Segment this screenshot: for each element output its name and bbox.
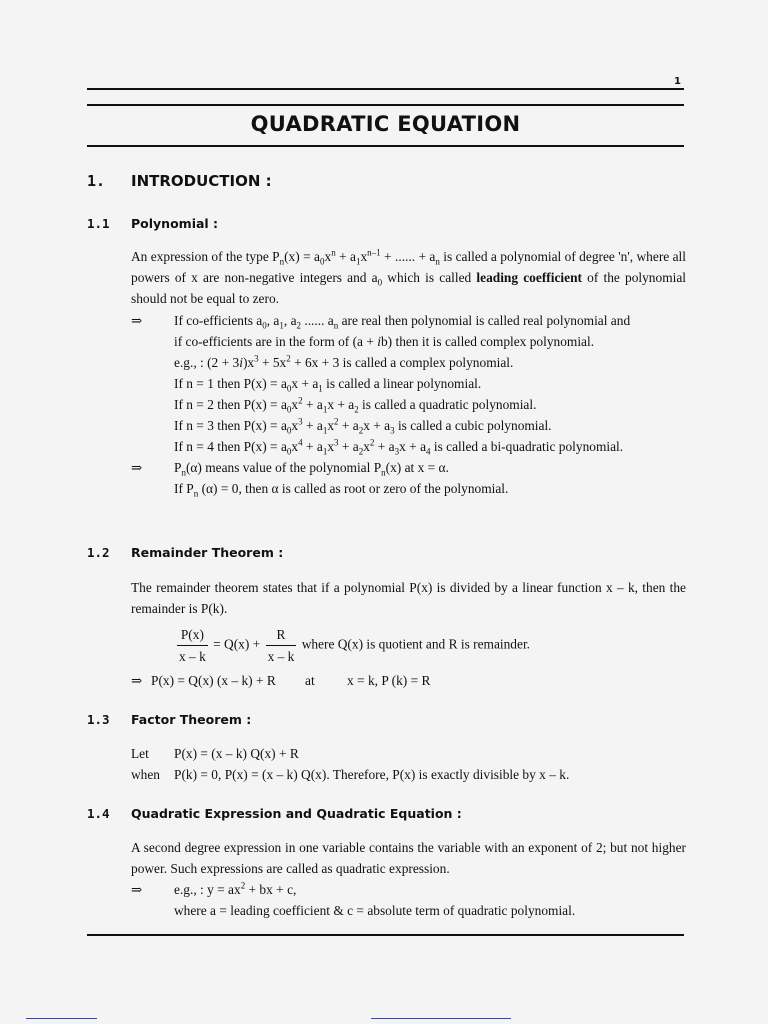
note-value-at-alpha: $P_n(\alpha)$ means value of the polynomial $P_n(x)$ at x = α. xyxy=(174,460,449,478)
section-1-3-number: 1.3 xyxy=(87,712,110,727)
section-1-4-title: Quadratic Expression and Quadratic Equation : xyxy=(131,806,462,821)
footer-rule xyxy=(87,934,684,936)
note-complex-poly: if co-efficients are in the form of (a + ib) then it is called complex polynomial. xyxy=(174,334,595,349)
when-equation: P(k) = 0, P(x) = (x – k) Q(x). Therefore, P(x) is exactly divisible by x – k. xyxy=(174,767,570,782)
section-1-3-title: Factor Theorem : xyxy=(131,712,252,727)
section-1-number: 1. xyxy=(87,172,106,190)
quadratic-example: e.g., : $y = ax^2$ + bx + c, xyxy=(174,880,297,897)
note-linear: If n = 1 then $P(x) = a_0x + a_1$ is called a linear polynomial. xyxy=(174,376,482,394)
fraction-r-over-xk: $\frac{R}{x - k}$ xyxy=(266,624,297,667)
note-root: If $P_n$ (α) = 0, then α is called as root or zero of the polynomial. xyxy=(174,481,509,499)
polynomial-definition: An expression of the type $P_n(x) = a_0x^n + a_1x^{n-1}$ + ...... + $a_n$ is called a polynomial of degree 'n', where all powers of x are non-negative integers and $a_0$ which is called leading coefficient of the polynomial should not be equal to zero. xyxy=(131,247,686,306)
fraction-px-over-xk: $\frac{P(x)}{x - k}$ xyxy=(177,624,208,667)
page-title: QUADRATIC EQUATION xyxy=(250,112,521,136)
note-cubic: If n = 3 then $P(x) = a_0x^3 + a_1x^2 + a_2x + a_3$ is called a cubic polynomial. xyxy=(174,416,552,436)
remainder-theorem-text: The remainder theorem states that if a polynomial P(x) is divided by a linear function x – k, then the remainder is P(k). xyxy=(131,580,686,616)
arrow-bullet: ⇒ xyxy=(131,882,143,897)
section-1-4-number: 1.4 xyxy=(87,806,110,821)
section-1-title: INTRODUCTION : xyxy=(131,172,272,190)
when-label: when xyxy=(131,767,161,782)
remainder-condition: x = k, P (k) = R xyxy=(347,673,431,688)
header-rule xyxy=(87,88,684,90)
quadratic-expression-text: A second degree expression in one variable contains the variable with an exponent of 2; but not higher power. Such expressions are called as quadratic expression. xyxy=(131,840,686,876)
arrow-bullet: ⇒ xyxy=(131,460,143,475)
footer-link-left[interactable] xyxy=(26,1018,97,1019)
polynomial-notes xyxy=(174,310,686,499)
let-label: Let xyxy=(131,746,149,761)
remainder-result: P(x) = Q(x) (x – k) + R xyxy=(151,673,276,688)
note-real-poly: If co-efficients $a_0$, $a_1$, $a_2$ ...... $a_n$ are real then polynomial is called real polynomial and xyxy=(174,313,631,331)
note-complex-example: e.g., : $(2 + 3i)x^3 + 5x^2 + 6x + 3$ is called a complex polynomial. xyxy=(174,353,514,370)
note-biquadratic: If n = 4 then $P(x) = a_0x^4 + a_1x^3 + a_2x^2 + a_3x + a_4$ is called a bi-quadratic polynomial. xyxy=(174,437,624,457)
section-1-2-title: Remainder Theorem : xyxy=(131,545,284,560)
arrow-bullet: ⇒ xyxy=(131,313,143,328)
section-1-2-number: 1.2 xyxy=(87,545,110,560)
page-number: 1 xyxy=(674,76,681,87)
quadratic-coefficients-note: where a = leading coefficient & c = absolute term of quadratic polynomial. xyxy=(174,903,576,918)
remainder-equation: $\frac{P(x)}{x - k}$ = Q(x) + $\frac{R}{x - k}$ where Q(x) is quotient and R is remainder. xyxy=(175,624,530,667)
note-quadratic: If n = 2 then $P(x) = a_0x^2 + a_1x + a_2$ is called a quadratic polynomial. xyxy=(174,395,537,415)
title-rule-top xyxy=(87,104,684,106)
section-1-1-title: Polynomial : xyxy=(131,216,219,231)
title-rule-bottom xyxy=(87,145,684,147)
arrow-bullet: ⇒ xyxy=(131,673,143,688)
remainder-at: at xyxy=(305,673,315,688)
let-equation: P(x) = (x – k) Q(x) + R xyxy=(174,746,299,761)
footer-link-center[interactable] xyxy=(371,1018,511,1019)
section-1-1-number: 1.1 xyxy=(87,216,110,231)
